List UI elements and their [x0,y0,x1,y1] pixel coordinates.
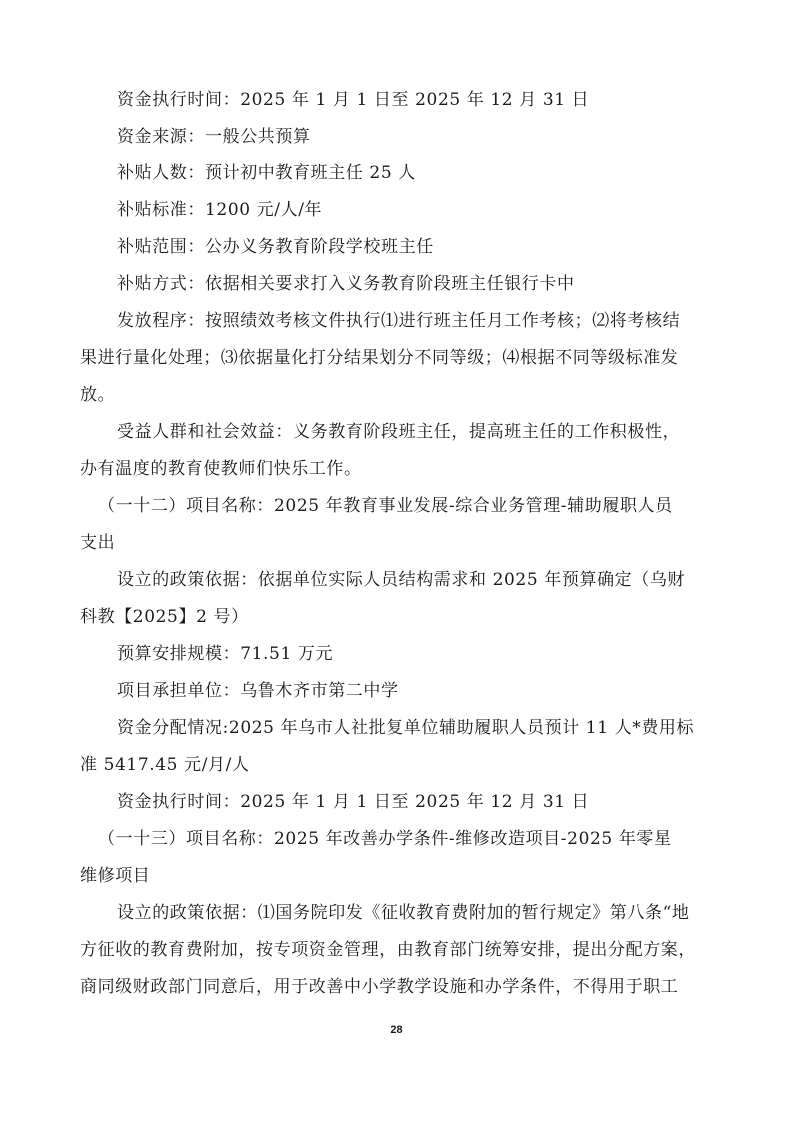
text-line: 项目承担单位：乌鲁木齐市第二中学 [117,681,399,701]
text-line: 果进行量化处理；⑶依据量化打分结果划分不同等级；⑷根据不同等级标准发 [80,348,679,368]
text-line: 补贴方式：依据相关要求打入义务教育阶段班主任银行卡中 [117,274,575,294]
text-line: 资金执行时间：2025 年 1 月 1 日至 2025 年 12 月 31 日 [117,792,590,812]
text-line: 补贴标准：1200 元/人/年 [117,200,323,220]
text-line: 设立的政策依据：依据单位实际人员结构需求和 2025 年预算确定（乌财 [117,570,686,590]
text-line: 补贴范围：公办义务教育阶段学校班主任 [117,237,434,257]
page-number: 28 [390,1024,403,1036]
text-line: 放。 [80,385,116,405]
text-line: 商同级财政部门同意后，用于改善中小学教学设施和办学条件，不得用于职工 [80,977,679,997]
text-line: 资金来源：一般公共预算 [117,127,311,147]
text-line: 预算安排规模：71.51 万元 [117,644,334,664]
text-line: 科教【2025】2 号） [80,607,249,627]
text-line: 补贴人数：预计初中教育班主任 25 人 [117,163,416,183]
text-line: 设立的政策依据：⑴国务院印发《征收教育费附加的暂行规定》第八条“地 [117,903,690,923]
text-line: 受益人群和社会效益：义务教育阶段班主任，提高班主任的工作积极性， [117,422,681,442]
section-heading-cont: 维修项目 [80,866,151,886]
section-heading: （一十二）项目名称：2025 年教育事业发展-综合业务管理-辅助履职人员 [98,496,673,516]
text-line: 资金分配情况:2025 年乌市人社批复单位辅助履职人员预计 11 人*费用标 [117,718,695,738]
section-heading-cont: 支出 [80,533,116,553]
text-line: 方征收的教育费附加，按专项资金管理，由教育部门统筹安排，提出分配方案， [80,940,696,960]
text-line: 办有温度的教育使教师们快乐工作。 [80,459,362,479]
section-heading: （一十三）项目名称：2025 年改善办学条件-维修改造项目-2025 年零星 [98,829,672,849]
text-line: 准 5417.45 元/月/人 [80,755,250,775]
text-line: 资金执行时间：2025 年 1 月 1 日至 2025 年 12 月 31 日 [117,90,590,110]
text-line: 发放程序：按照绩效考核文件执行⑴进行班主任月工作考核；⑵将考核结 [117,311,681,331]
